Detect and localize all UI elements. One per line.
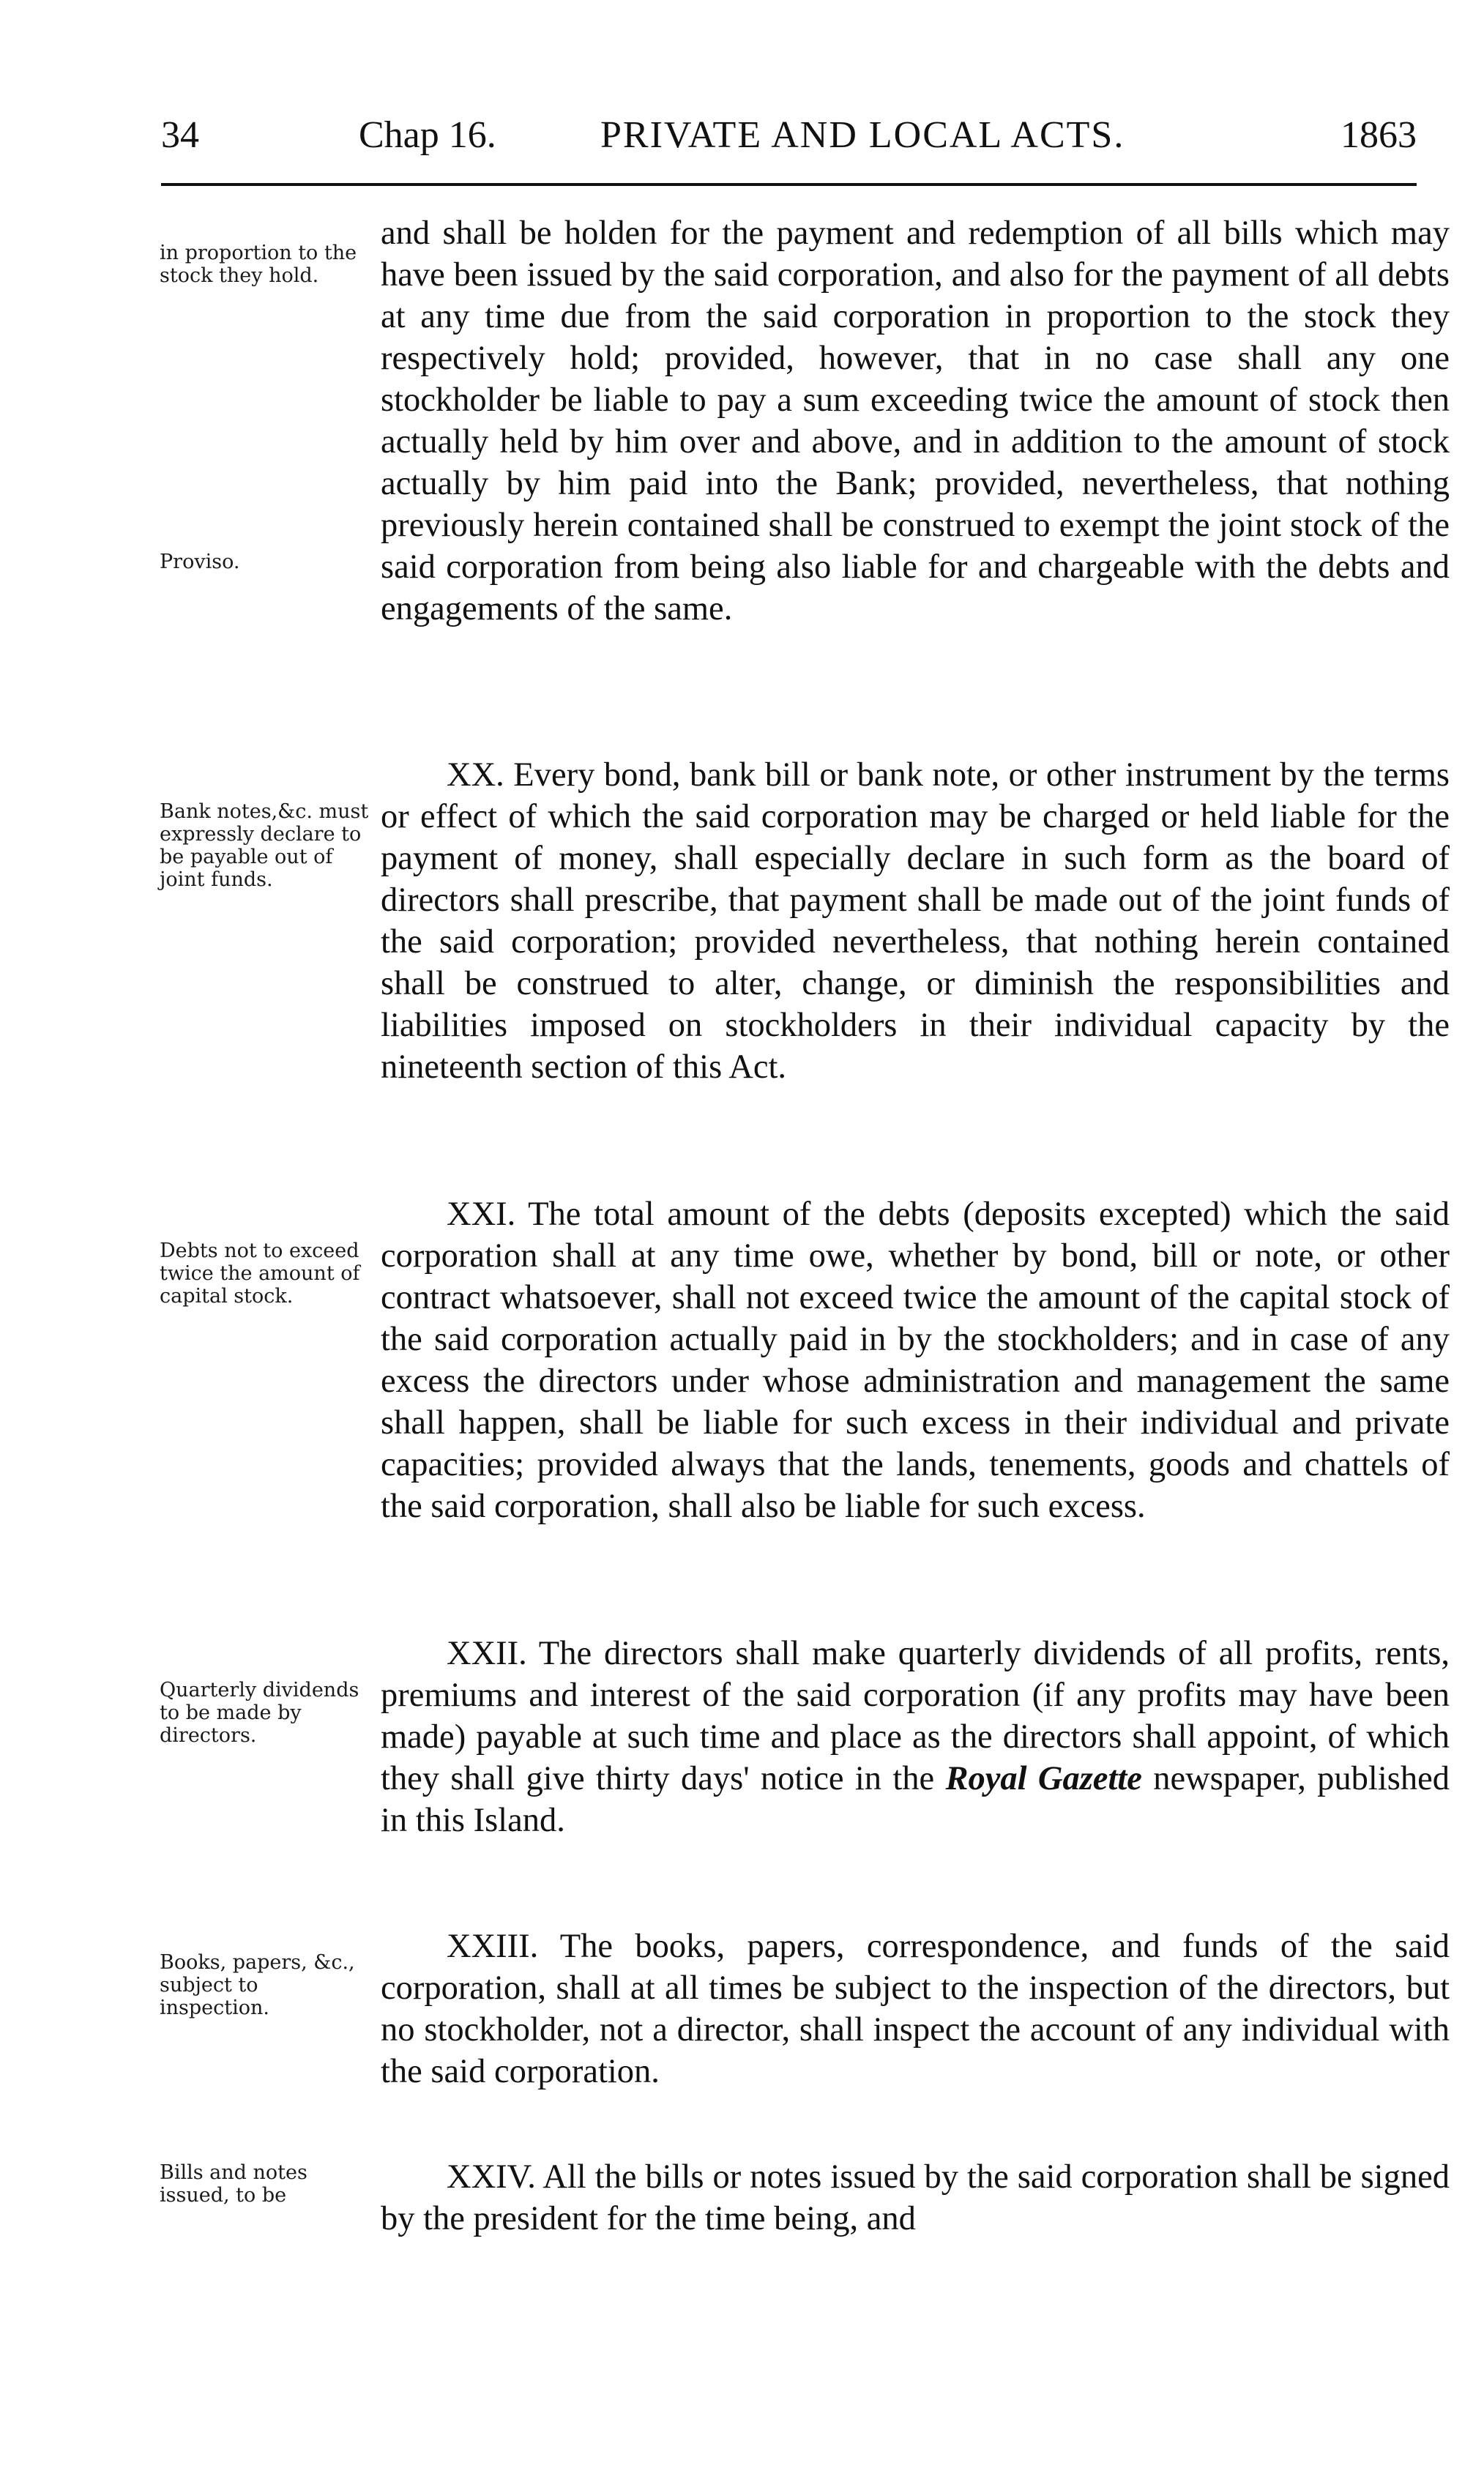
section-xxiv: XXIV. All the bills or notes issued by the said corporation shall be signed by the president for the time being, and [381, 2158, 1450, 2237]
header-year: 1863 [1341, 114, 1417, 156]
margin-note-debts: Debts not to exceed twice the amount of capital stock. [160, 1240, 360, 1308]
margin-note-proviso: Proviso. [160, 551, 240, 573]
section-xxi: XXI. The total amount of the debts (deposits excepted) which the said corporation shall at any time owe, whether by bond, bill or note, or other contract whatsoever, shall not exceed twice the amount of the capital stock of the said corporation actually paid in by the stockholders; and in case of any excess the directors under whose administration and management the same shall happen, shall be liable for such excess in their individual and private capacities; provided always that the lands, tenements, goods and chattels of the said corporation, shall also be liable for such excess. [381, 1196, 1450, 1525]
margin-note-proportion: in proportion to the stock they hold. [160, 242, 357, 287]
page-header [161, 110, 1417, 161]
section-xxii-text-b: newspaper, published in this Island. [381, 1760, 1450, 1839]
margin-note-dividends: Quarterly dividends to be made by directors. [160, 1679, 359, 1747]
margin-note-bills: Bills and notes issued, to be [160, 2161, 307, 2207]
running-title: PRIVATE AND LOCAL ACTS. [600, 114, 1125, 156]
section-xxii [381, 1633, 1450, 1841]
margin-note-bank-notes: Bank notes,&c. must expressly declare to be payable out of joint funds. [160, 800, 369, 891]
margin-note-books: Books, papers, &c., subject to inspection. [160, 1951, 355, 2019]
header-rule [161, 183, 1417, 186]
section-xxii-text-a: XXII. The directors shall make quarterly dividends of all profits, rents, premiums and interest of the said corporation (if any profits may have been made) payable at such time and place as the directors shall appoint, of which they shall give thirty days' notice in the [381, 1635, 1450, 1797]
page-number: 34 [161, 114, 199, 156]
newspaper-title: Royal Gazette [945, 1760, 1142, 1797]
paragraph-continuation: and shall be holden for the payment and redemption of all bills which may have been issued by the said corporation, and also for the payment of all debts at any time due from the said corporation in proportion to the stock they respectively hold; provided, however, that in no case shall any one stockholder be liable to pay a sum exceeding twice the amount of stock then actually held by him over and above, and in addition to the amount of stock actually by him paid into the Bank; provided, nevertheless, that nothing previously herein contained shall be construed to exempt the joint stock of the said corporation from being also liable for and chargeable with the debts and engagements of the same. [381, 215, 1450, 627]
section-xxiii: XXIII. The books, papers, correspondence, and funds of the said corporation, shall at all times be subject to the inspection of the directors, but no stockholder, not a director, shall inspect the account of any individual with the said corporation. [381, 1928, 1450, 2090]
chapter-label: Chap 16. [359, 114, 496, 156]
section-xx: XX. Every bond, bank bill or bank note, or other instrument by the terms or effect of which the said corporation may be charged or held liable for the payment of money, shall especially declare in such form as the board of directors shall prescribe, that payment shall be made out of the joint funds of the said corporation; provided nevertheless, that nothing herein contained shall be construed to alter, change, or diminish the responsibilities and liabilities imposed on stockholders in their individual capacity by the nineteenth section of this Act. [381, 756, 1450, 1086]
